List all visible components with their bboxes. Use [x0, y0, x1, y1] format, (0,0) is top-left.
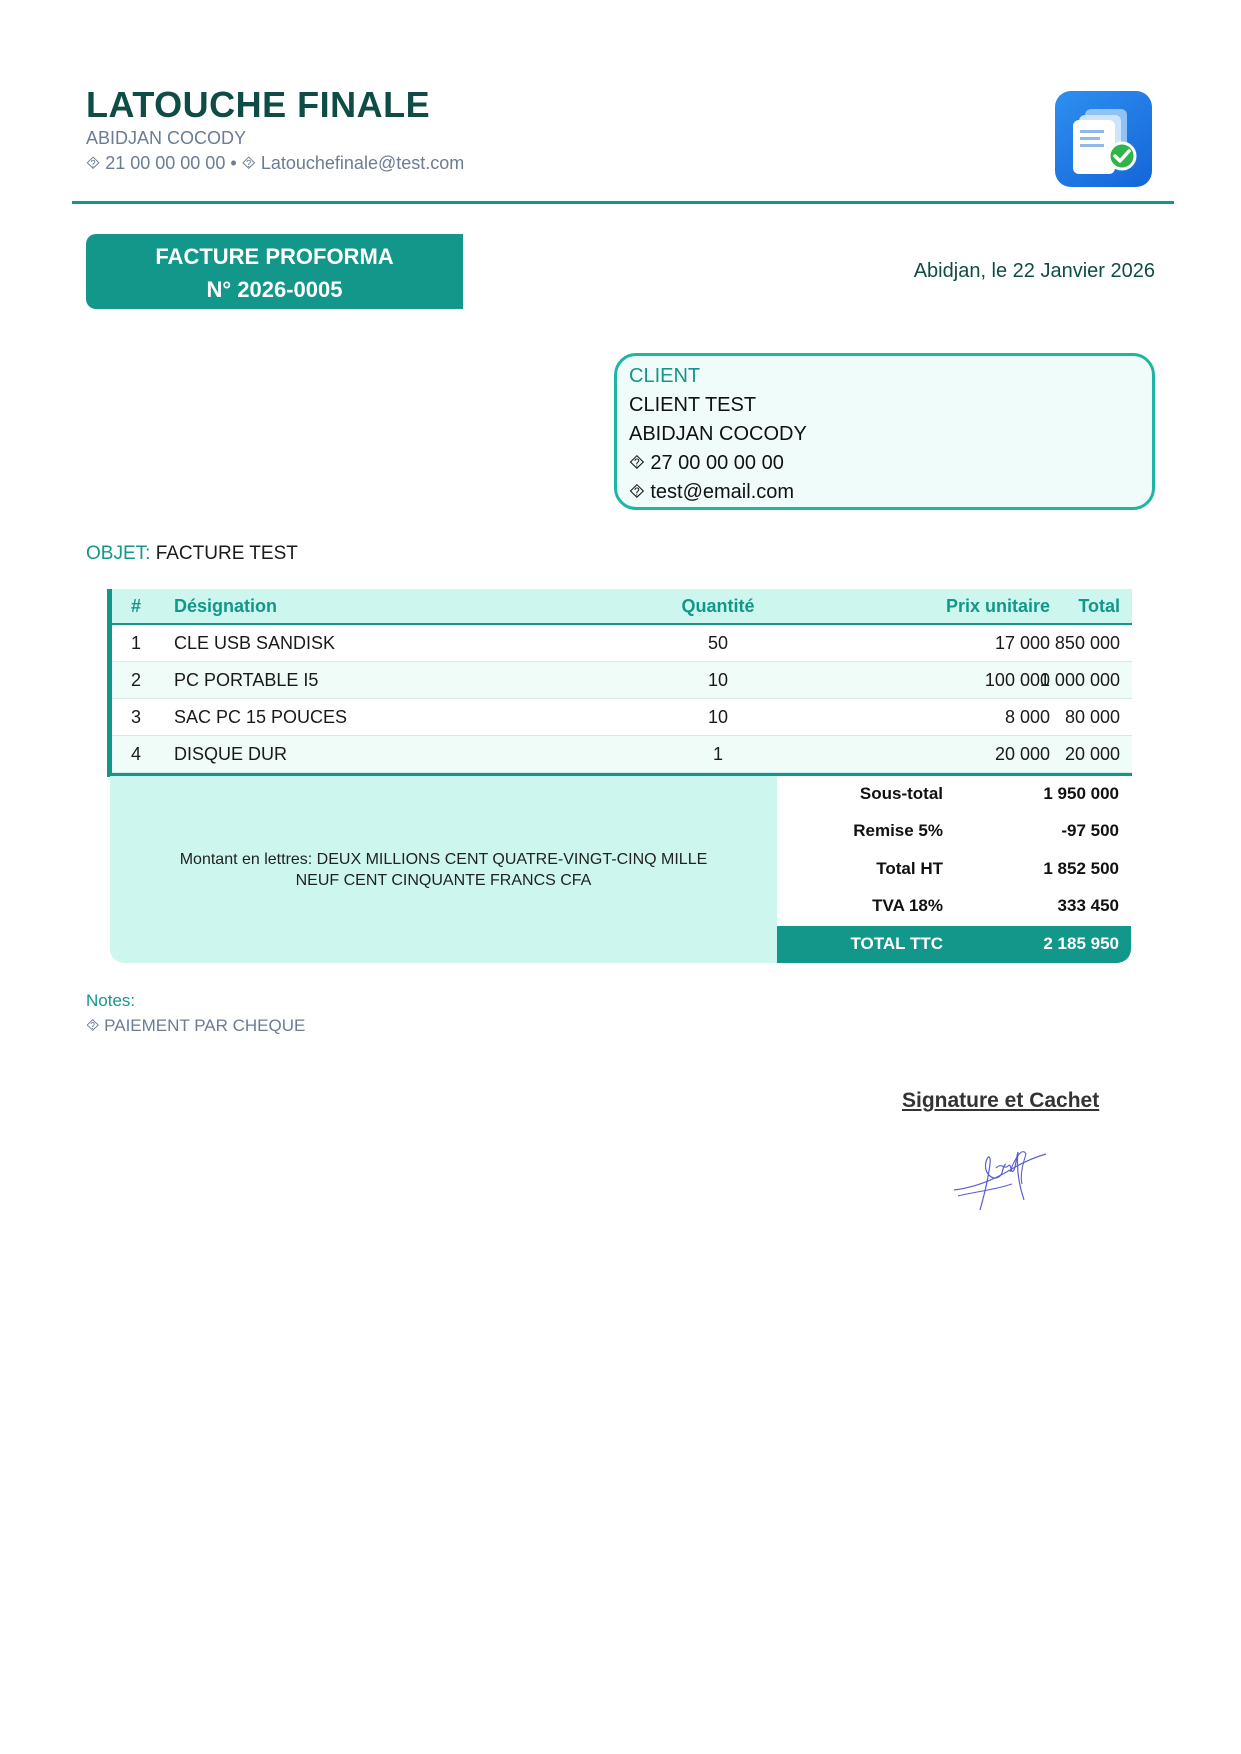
tva-row	[777, 888, 1131, 925]
header-num: #	[131, 596, 142, 616]
amount-in-words: Montant en lettres: DEUX MILLIONS CENT QUATRE-VINGT-CINQ MILLE NEUF CENT CINQUANTE FRANCS CFA	[179, 850, 708, 889]
cell-total: 20 000	[1064, 744, 1120, 764]
total-ttc-row	[777, 926, 1131, 963]
table-row	[108, 662, 1132, 699]
cell-total: 80 000	[1064, 707, 1120, 727]
total-ht-label: Total HT	[876, 859, 943, 878]
objet-value: FACTURE TEST	[155, 543, 298, 564]
discount-label: Remise 5%	[853, 821, 943, 840]
client-address: ABIDJAN COCODY	[629, 423, 807, 445]
cell-unit-price: 8 000	[1004, 707, 1050, 727]
table-left-accent	[107, 589, 112, 777]
client-email: ⯑ test@email.com	[629, 481, 795, 503]
cell-num: 3	[131, 707, 142, 727]
objet-line	[86, 543, 298, 565]
total-ht-value: 1 852 500	[1043, 859, 1119, 878]
notes-label: Notes:	[86, 991, 136, 1010]
invoice-number: N° 2026-0005	[206, 277, 343, 302]
notes-value: ⯑ PAIEMENT PAR CHEQUE	[86, 1016, 306, 1035]
invoice-date: Abidjan, le 22 Janvier 2026	[913, 260, 1155, 282]
cell-designation: DISQUE DUR	[174, 744, 288, 764]
company-name: LATOUCHE FINALE	[86, 84, 431, 125]
cell-num: 2	[131, 670, 142, 690]
signature-image	[950, 1140, 1050, 1216]
amount-in-words-box	[110, 776, 777, 963]
invoice-title-box	[86, 234, 463, 309]
tva-label: TVA 18%	[872, 896, 943, 915]
header-unit-price: Prix unitaire	[945, 596, 1050, 616]
cell-quantity: 1	[712, 744, 723, 764]
table-header	[108, 589, 1132, 625]
header-divider	[72, 201, 1174, 204]
table-row	[108, 625, 1132, 662]
cell-unit-price: 100 000	[984, 670, 1050, 690]
total-ttc-label: TOTAL TTC	[850, 934, 943, 953]
client-phone: ⯑ 27 00 00 00 00	[629, 452, 784, 474]
cell-total: 1 000 000	[1039, 670, 1120, 690]
objet-label: OBJET:	[86, 543, 151, 564]
cell-quantity: 50	[707, 633, 729, 653]
cell-unit-price: 20 000	[994, 744, 1050, 764]
company-address: ABIDJAN COCODY	[86, 128, 247, 148]
cell-designation: CLE USB SANDISK	[174, 633, 336, 653]
company-contact: ⯑ 21 00 00 00 00 • ⯑ Latouchefinale@test.com	[86, 153, 465, 173]
subtotal-row	[777, 776, 1131, 813]
invoice-type: FACTURE PROFORMA	[155, 244, 394, 269]
header-designation: Désignation	[174, 596, 278, 616]
document-check-icon	[1055, 91, 1152, 187]
total-ht-row	[777, 851, 1131, 888]
signature-title: Signature et Cachet	[902, 1089, 1100, 1112]
cell-designation: PC PORTABLE I5	[174, 670, 319, 690]
table-row	[108, 736, 1132, 773]
cell-num: 1	[131, 633, 142, 653]
subtotal-label: Sous-total	[859, 784, 943, 803]
subtotal-value: 1 950 000	[1043, 784, 1119, 803]
client-name: CLIENT TEST	[629, 394, 757, 416]
header-total: Total	[1078, 596, 1120, 616]
client-label: CLIENT	[629, 365, 701, 387]
discount-value: -97 500	[1061, 821, 1119, 840]
discount-row	[777, 813, 1131, 850]
cell-designation: SAC PC 15 POUCES	[174, 707, 348, 727]
cell-quantity: 10	[707, 707, 729, 727]
header-quantity: Quantité	[681, 596, 755, 616]
tva-value: 333 450	[1057, 896, 1119, 915]
cell-quantity: 10	[707, 670, 729, 690]
cell-num: 4	[131, 744, 142, 764]
cell-unit-price: 17 000	[994, 633, 1050, 653]
client-box	[614, 353, 1155, 510]
total-ttc-value: 2 185 950	[1043, 934, 1119, 953]
table-row	[108, 699, 1132, 736]
cell-total: 850 000	[1054, 633, 1120, 653]
